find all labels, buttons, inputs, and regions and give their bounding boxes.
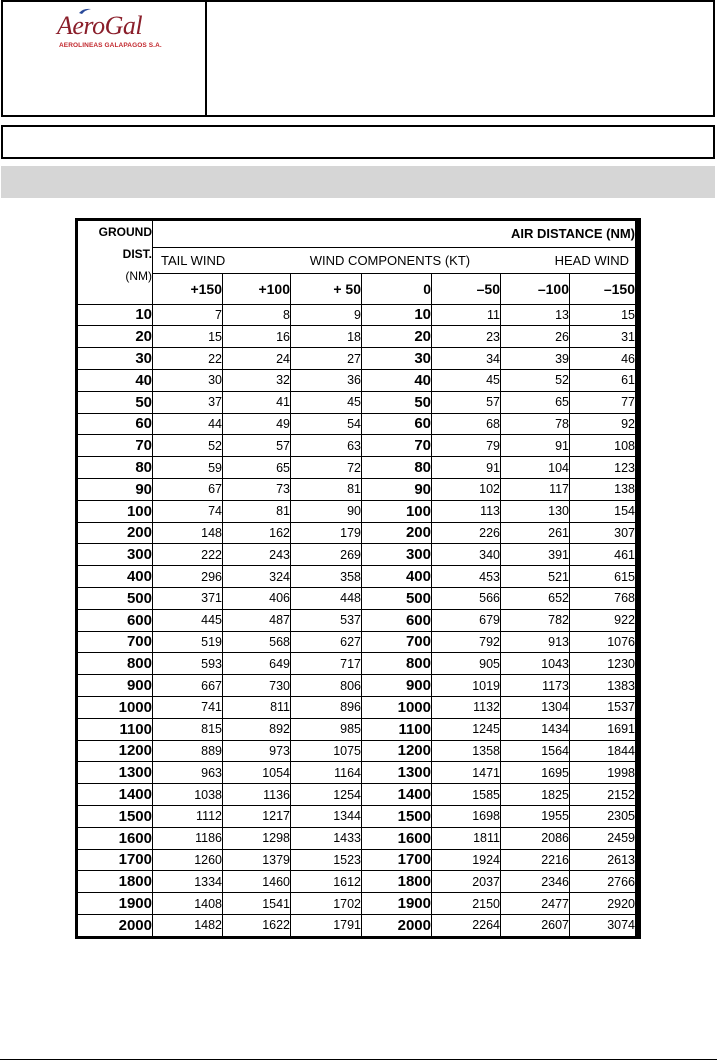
air-distance-cell: 358 [291, 566, 362, 588]
header-info-cell [207, 2, 713, 115]
air-distance-cell: 1136 [223, 784, 291, 806]
ground-distance-cell: 30 [78, 348, 153, 370]
air-distance-cell: 113 [432, 500, 501, 522]
air-distance-cell: 27 [291, 348, 362, 370]
air-distance-cell: 324 [223, 566, 291, 588]
air-distance-cell: 78 [501, 413, 570, 435]
air-distance-cell: 148 [153, 522, 223, 544]
zero-wind-cell: 30 [362, 348, 432, 370]
wind-column-header: –150 [570, 274, 636, 304]
air-distance-cell: 79 [432, 435, 501, 457]
air-distance-cell: 1433 [291, 827, 362, 849]
air-distance-cell: 985 [291, 718, 362, 740]
air-distance-cell: 1379 [223, 849, 291, 871]
air-distance-cell: 593 [153, 653, 223, 675]
table-row [78, 544, 636, 566]
air-distance-cell: 1471 [432, 762, 501, 784]
table-row [78, 827, 636, 849]
table-row [78, 893, 636, 915]
air-distance-cell: 1564 [501, 740, 570, 762]
zero-wind-cell: 50 [362, 391, 432, 413]
air-distance-cell: 391 [501, 544, 570, 566]
air-distance-cell: 730 [223, 675, 291, 697]
air-distance-cell: 811 [223, 696, 291, 718]
air-distance-cell: 18 [291, 326, 362, 348]
wind-components-label: WIND COMPONENTS (KT) [309, 252, 471, 268]
air-distance-cell: 1076 [570, 631, 636, 653]
air-distance-cell: 568 [223, 631, 291, 653]
air-distance-cell: 41 [223, 391, 291, 413]
table-row [78, 435, 636, 457]
table-row [78, 326, 636, 348]
ground-distance-cell: 800 [78, 653, 153, 675]
wind-column-header: +150 [153, 274, 223, 304]
air-distance-cell: 61 [570, 369, 636, 391]
air-distance-cell: 1702 [291, 893, 362, 915]
air-distance-cell: 1998 [570, 762, 636, 784]
zero-wind-cell: 1300 [362, 762, 432, 784]
ground-distance-cell: 1700 [78, 849, 153, 871]
table-row [78, 348, 636, 370]
air-distance-cell: 261 [501, 522, 570, 544]
zero-wind-cell: 40 [362, 369, 432, 391]
zero-wind-cell: 60 [362, 413, 432, 435]
ground-distance-cell: 70 [78, 435, 153, 457]
air-distance-cell: 65 [223, 457, 291, 479]
ground-distance-cell: 1800 [78, 871, 153, 893]
air-distance-cell: 963 [153, 762, 223, 784]
air-distance-cell: 371 [153, 587, 223, 609]
air-distance-cell: 2477 [501, 893, 570, 915]
zero-wind-cell: 1600 [362, 827, 432, 849]
air-distance-cell: 448 [291, 587, 362, 609]
table-row [78, 304, 636, 326]
air-distance-cell: 2152 [570, 784, 636, 806]
air-distance-cell: 2920 [570, 893, 636, 915]
air-distance-cell: 67 [153, 478, 223, 500]
air-distance-cell: 1358 [432, 740, 501, 762]
air-distance-cell: 30 [153, 369, 223, 391]
table-row [78, 696, 636, 718]
air-distance-cell: 1482 [153, 914, 223, 936]
air-distance-cell: 31 [570, 326, 636, 348]
ground-distance-cell: 50 [78, 391, 153, 413]
ground-distance-cell: 60 [78, 413, 153, 435]
table-row [78, 805, 636, 827]
ground-distance-cell: 400 [78, 566, 153, 588]
air-distance-cell: 77 [570, 391, 636, 413]
table-row [78, 609, 636, 631]
table-row [78, 631, 636, 653]
zero-wind-cell: 70 [362, 435, 432, 457]
zero-wind-cell: 80 [362, 457, 432, 479]
air-distance-cell: 45 [432, 369, 501, 391]
air-distance-cell: 1955 [501, 805, 570, 827]
table-row [78, 762, 636, 784]
zero-wind-cell: 2000 [362, 914, 432, 936]
table-row [78, 718, 636, 740]
zero-wind-cell: 10 [362, 304, 432, 326]
air-distance-cell: 896 [291, 696, 362, 718]
air-distance-cell: 1698 [432, 805, 501, 827]
air-distance-cell: 537 [291, 609, 362, 631]
air-distance-cell: 1245 [432, 718, 501, 740]
wind-column-header: –100 [501, 274, 570, 304]
air-distance-cell: 1691 [570, 718, 636, 740]
air-distance-cell: 892 [223, 718, 291, 740]
air-distance-cell: 1054 [223, 762, 291, 784]
wind-column-header: +100 [223, 274, 291, 304]
table-row [78, 457, 636, 479]
air-distance-cell: 222 [153, 544, 223, 566]
air-distance-cell: 679 [432, 609, 501, 631]
air-distance-cell: 57 [223, 435, 291, 457]
air-distance-cell: 2216 [501, 849, 570, 871]
air-distance-cell: 2037 [432, 871, 501, 893]
ground-distance-cell: 500 [78, 587, 153, 609]
ground-distance-cell: 40 [78, 369, 153, 391]
air-distance-cell: 74 [153, 500, 223, 522]
air-distance-cell: 44 [153, 413, 223, 435]
air-distance-cell: 913 [501, 631, 570, 653]
air-distance-cell: 1230 [570, 653, 636, 675]
air-distance-cell: 1383 [570, 675, 636, 697]
air-distance-cell: 34 [432, 348, 501, 370]
zero-wind-cell: 1900 [362, 893, 432, 915]
air-distance-cell: 13 [501, 304, 570, 326]
air-distance-cell: 2766 [570, 871, 636, 893]
ground-distance-cell: 1000 [78, 696, 153, 718]
air-distance-cell: 652 [501, 587, 570, 609]
table-row [78, 566, 636, 588]
air-distance-cell: 806 [291, 675, 362, 697]
ground-distance-cell: 200 [78, 522, 153, 544]
section-band [1, 166, 715, 198]
zero-wind-cell: 1500 [362, 805, 432, 827]
table-row [78, 914, 636, 936]
table-row [78, 587, 636, 609]
zero-wind-cell: 1200 [362, 740, 432, 762]
air-distance-cell: 16 [223, 326, 291, 348]
air-distance-cell: 1541 [223, 893, 291, 915]
table-row [78, 784, 636, 806]
air-distance-cell: 2607 [501, 914, 570, 936]
air-distance-cell: 68 [432, 413, 501, 435]
air-distance-cell: 65 [501, 391, 570, 413]
air-distance-cell: 1612 [291, 871, 362, 893]
air-distance-cell: 130 [501, 500, 570, 522]
air-distance-cell: 24 [223, 348, 291, 370]
air-distance-cell: 91 [432, 457, 501, 479]
air-distance-cell: 3074 [570, 914, 636, 936]
air-distance-cell: 162 [223, 522, 291, 544]
air-distance-cell: 615 [570, 566, 636, 588]
air-distance-cell: 1260 [153, 849, 223, 871]
wind-column-header: –50 [432, 274, 501, 304]
air-distance-cell: 15 [153, 326, 223, 348]
company-subtitle: AEROLINEAS GALAPAGOS S.A. [59, 42, 162, 49]
ground-distance-cell: 1600 [78, 827, 153, 849]
air-distance-cell: 453 [432, 566, 501, 588]
air-distance-cell: 521 [501, 566, 570, 588]
air-distance-cell: 1344 [291, 805, 362, 827]
air-distance-title: AIR DISTANCE (NM) [153, 221, 636, 248]
air-distance-cell: 905 [432, 653, 501, 675]
zero-wind-cell: 700 [362, 631, 432, 653]
air-distance-cell: 52 [153, 435, 223, 457]
air-distance-cell: 9 [291, 304, 362, 326]
air-distance-cell: 741 [153, 696, 223, 718]
air-distance-cell: 22 [153, 348, 223, 370]
zero-wind-cell: 500 [362, 587, 432, 609]
air-distance-cell: 1038 [153, 784, 223, 806]
air-distance-cell: 2346 [501, 871, 570, 893]
table-row [78, 675, 636, 697]
ground-distance-cell: 700 [78, 631, 153, 653]
air-distance-cell: 2086 [501, 827, 570, 849]
air-distance-cell: 889 [153, 740, 223, 762]
air-distance-cell: 81 [291, 478, 362, 500]
air-distance-cell: 37 [153, 391, 223, 413]
air-distance-cell: 487 [223, 609, 291, 631]
zero-wind-cell: 200 [362, 522, 432, 544]
ground-distance-cell: 300 [78, 544, 153, 566]
air-distance-cell: 1825 [501, 784, 570, 806]
air-distance-cell: 1537 [570, 696, 636, 718]
air-distance-cell: 92 [570, 413, 636, 435]
air-distance-cell: 782 [501, 609, 570, 631]
ground-distance-cell: 20 [78, 326, 153, 348]
air-distance-cell: 566 [432, 587, 501, 609]
air-distance-cell: 922 [570, 609, 636, 631]
head-wind-label: HEAD WIND [554, 252, 629, 268]
air-distance-cell: 1523 [291, 849, 362, 871]
wind-components-row [153, 247, 636, 274]
table-row [78, 500, 636, 522]
ground-distance-cell: 2000 [78, 914, 153, 936]
air-distance-cell: 39 [501, 348, 570, 370]
air-distance-cell: 54 [291, 413, 362, 435]
air-distance-cell: 32 [223, 369, 291, 391]
table-row [78, 391, 636, 413]
air-distance-cell: 72 [291, 457, 362, 479]
page-bottom-rule [0, 1059, 717, 1060]
ground-distance-cell: 600 [78, 609, 153, 631]
air-distance-cell: 2264 [432, 914, 501, 936]
air-distance-cell: 63 [291, 435, 362, 457]
air-distance-cell: 1132 [432, 696, 501, 718]
zero-wind-cell: 1400 [362, 784, 432, 806]
air-distance-cell: 26 [501, 326, 570, 348]
zero-wind-cell: 1100 [362, 718, 432, 740]
air-distance-cell: 49 [223, 413, 291, 435]
air-distance-cell: 23 [432, 326, 501, 348]
air-distance-cell: 1075 [291, 740, 362, 762]
air-distance-cell: 8 [223, 304, 291, 326]
zero-wind-cell: 900 [362, 675, 432, 697]
air-distance-cell: 717 [291, 653, 362, 675]
ground-distance-cell: 1500 [78, 805, 153, 827]
table-row [78, 522, 636, 544]
air-distance-cell: 2613 [570, 849, 636, 871]
air-distance-cell: 123 [570, 457, 636, 479]
air-distance-cell: 11 [432, 304, 501, 326]
air-distance-cell: 1254 [291, 784, 362, 806]
air-distance-cell: 307 [570, 522, 636, 544]
table-row [78, 413, 636, 435]
air-distance-cell: 73 [223, 478, 291, 500]
table-row [78, 478, 636, 500]
logo-cell [3, 2, 207, 115]
air-distance-cell: 57 [432, 391, 501, 413]
table-row [78, 369, 636, 391]
air-distance-cell: 45 [291, 391, 362, 413]
air-distance-cell: 2150 [432, 893, 501, 915]
company-logo: AeroGal [57, 11, 143, 40]
air-distance-cell: 1043 [501, 653, 570, 675]
air-distance-cell: 1460 [223, 871, 291, 893]
wind-column-header: 0 [362, 274, 432, 304]
zero-wind-cell: 1700 [362, 849, 432, 871]
air-distance-cell: 815 [153, 718, 223, 740]
zero-wind-cell: 100 [362, 500, 432, 522]
air-distance-cell: 179 [291, 522, 362, 544]
ground-distance-cell: 1100 [78, 718, 153, 740]
air-distance-cell: 1298 [223, 827, 291, 849]
air-distance-cell: 59 [153, 457, 223, 479]
ground-distance-header: GROUND DIST. (NM) [78, 221, 153, 305]
ground-distance-cell: 100 [78, 500, 153, 522]
air-distance-cell: 154 [570, 500, 636, 522]
air-distance-cell: 627 [291, 631, 362, 653]
air-distance-cell: 792 [432, 631, 501, 653]
air-distance-cell: 91 [501, 435, 570, 457]
air-distance-cell: 81 [223, 500, 291, 522]
air-distance-cell: 1585 [432, 784, 501, 806]
air-distance-cell: 243 [223, 544, 291, 566]
air-distance-cell: 46 [570, 348, 636, 370]
air-distance-cell: 1173 [501, 675, 570, 697]
air-distance-cell: 1019 [432, 675, 501, 697]
ground-distance-cell: 1900 [78, 893, 153, 915]
table-row [78, 871, 636, 893]
air-distance-cell: 226 [432, 522, 501, 544]
table-row [78, 849, 636, 871]
air-distance-cell: 445 [153, 609, 223, 631]
air-distance-cell: 1791 [291, 914, 362, 936]
air-distance-cell: 1164 [291, 762, 362, 784]
ground-distance-cell: 80 [78, 457, 153, 479]
air-distance-cell: 768 [570, 587, 636, 609]
air-distance-cell: 296 [153, 566, 223, 588]
zero-wind-cell: 400 [362, 566, 432, 588]
ground-distance-cell: 1200 [78, 740, 153, 762]
zero-wind-cell: 800 [362, 653, 432, 675]
zero-wind-cell: 1000 [362, 696, 432, 718]
air-distance-cell: 1334 [153, 871, 223, 893]
air-distance-cell: 519 [153, 631, 223, 653]
air-distance-cell: 2459 [570, 827, 636, 849]
ground-distance-cell: 90 [78, 478, 153, 500]
air-distance-cell: 117 [501, 478, 570, 500]
air-distance-cell: 461 [570, 544, 636, 566]
tail-wind-label: TAIL WIND [161, 252, 226, 268]
wind-column-header: + 50 [291, 274, 362, 304]
air-distance-cell: 667 [153, 675, 223, 697]
air-distance-table [75, 218, 641, 939]
air-distance-cell: 406 [223, 587, 291, 609]
ground-distance-cell: 10 [78, 304, 153, 326]
ground-distance-cell: 900 [78, 675, 153, 697]
zero-wind-cell: 600 [362, 609, 432, 631]
air-distance-cell: 340 [432, 544, 501, 566]
air-distance-cell: 269 [291, 544, 362, 566]
section-title-bar [1, 125, 715, 159]
air-distance-cell: 1811 [432, 827, 501, 849]
air-distance-cell: 1434 [501, 718, 570, 740]
document-header [1, 0, 715, 117]
air-distance-cell: 649 [223, 653, 291, 675]
air-distance-cell: 1304 [501, 696, 570, 718]
ground-distance-cell: 1300 [78, 762, 153, 784]
table-row [78, 740, 636, 762]
air-distance-cell: 36 [291, 369, 362, 391]
air-distance-cell: 973 [223, 740, 291, 762]
air-distance-cell: 90 [291, 500, 362, 522]
column-header-row [78, 274, 636, 304]
air-distance-cell: 52 [501, 369, 570, 391]
air-distance-cell: 108 [570, 435, 636, 457]
air-distance-cell: 15 [570, 304, 636, 326]
zero-wind-cell: 90 [362, 478, 432, 500]
air-distance-cell: 1924 [432, 849, 501, 871]
air-distance-cell: 2305 [570, 805, 636, 827]
air-distance-cell: 1217 [223, 805, 291, 827]
air-distance-cell: 138 [570, 478, 636, 500]
table-row [78, 653, 636, 675]
air-distance-cell: 1622 [223, 914, 291, 936]
air-distance-cell: 7 [153, 304, 223, 326]
zero-wind-cell: 20 [362, 326, 432, 348]
zero-wind-cell: 1800 [362, 871, 432, 893]
air-distance-cell: 1408 [153, 893, 223, 915]
air-distance-cell: 1695 [501, 762, 570, 784]
ground-distance-cell: 1400 [78, 784, 153, 806]
zero-wind-cell: 300 [362, 544, 432, 566]
air-distance-cell: 1112 [153, 805, 223, 827]
air-distance-cell: 102 [432, 478, 501, 500]
air-distance-cell: 1844 [570, 740, 636, 762]
air-distance-cell: 104 [501, 457, 570, 479]
air-distance-cell: 1186 [153, 827, 223, 849]
